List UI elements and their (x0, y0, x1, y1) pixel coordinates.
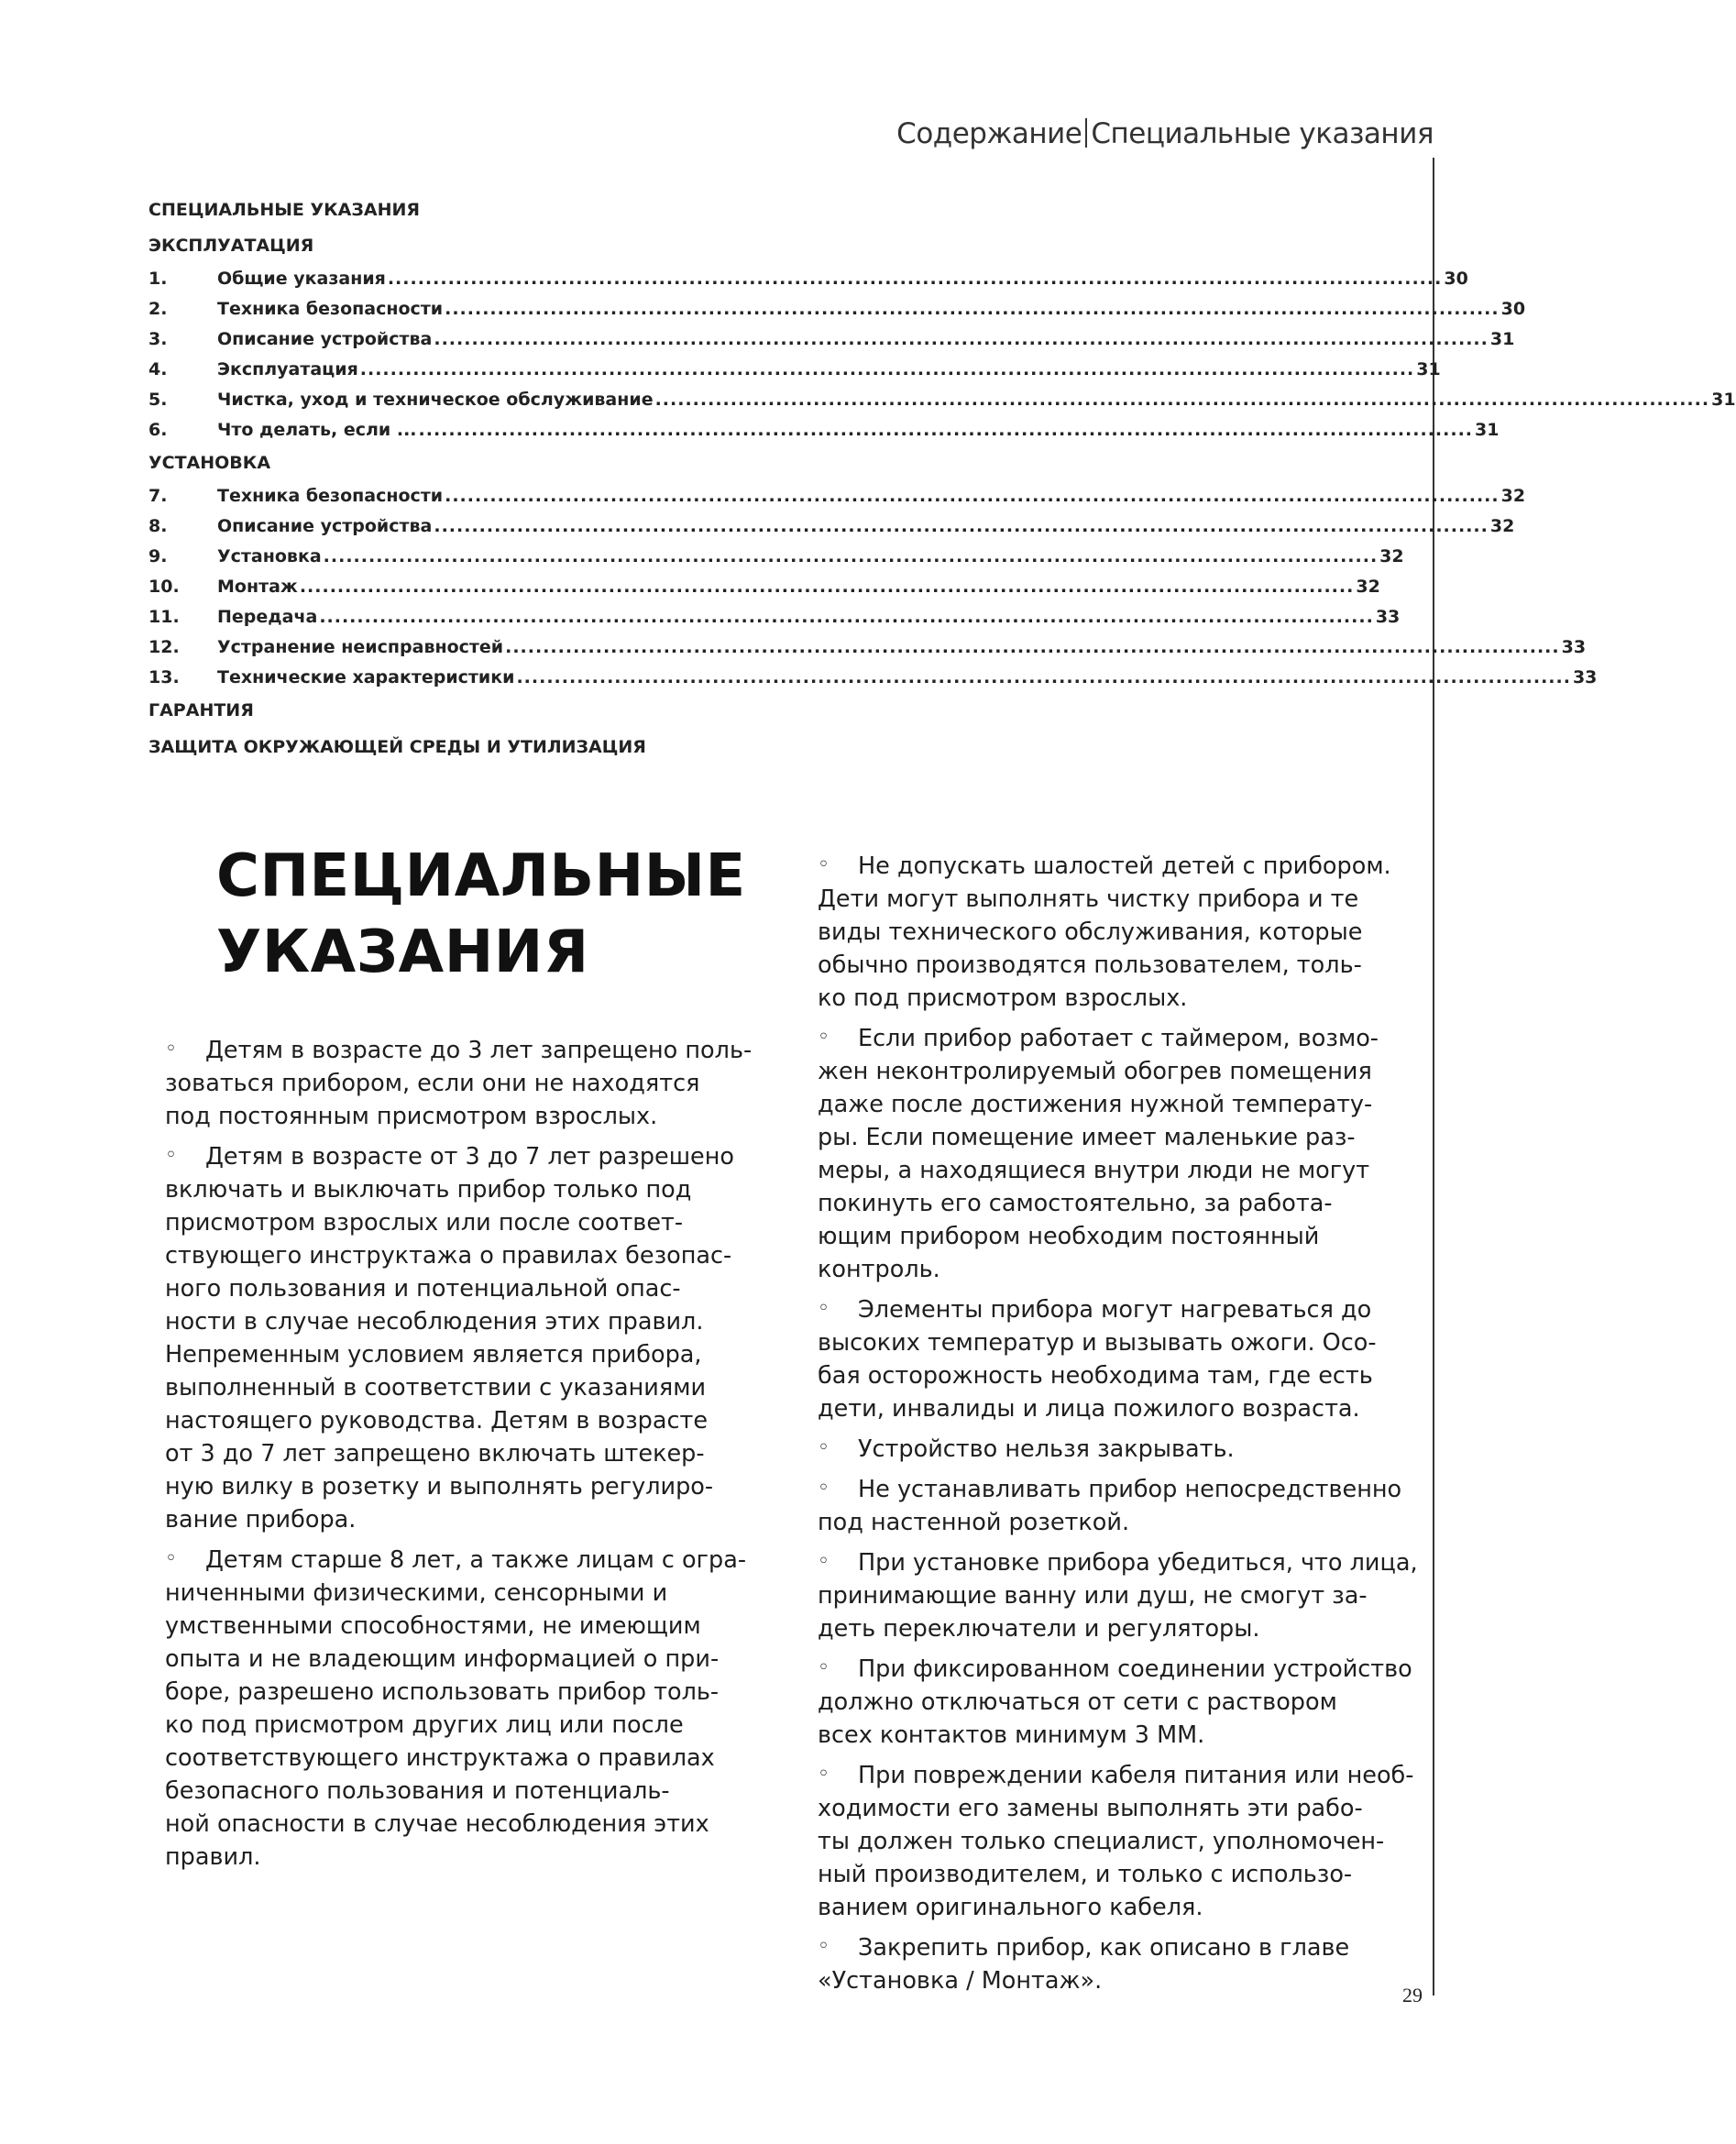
toc-entry[interactable] (148, 632, 1587, 663)
bullet-text-line: виды технического обслуживания, которые (818, 918, 1363, 946)
bullet-item (818, 1473, 1418, 1539)
toc-entry-title: Что делать, если ... (217, 420, 417, 440)
bullet-circle-icon: ◦ (165, 1038, 177, 1061)
toc-entry[interactable] (148, 294, 1526, 324)
bullet-text-line: При фиксированном соединении устройство (858, 1655, 1412, 1683)
bullet-item (818, 1546, 1418, 1645)
toc-entry[interactable] (148, 264, 1468, 294)
bullet-item (818, 1022, 1418, 1286)
bullet-text-line: ниченными физическими, сенсорными и (165, 1579, 668, 1607)
bullet-item (818, 1433, 1418, 1466)
toc-entry-page: 33 (1561, 637, 1587, 657)
toc-entry-title: Техника безопасности (217, 299, 444, 319)
bullet-text-line: принимающие ванну или душ, не смогут за- (818, 1582, 1368, 1610)
toc-entry-page: 32 (1379, 546, 1404, 566)
bullet-text-line: умственными способностями, не имеющим (165, 1612, 701, 1640)
toc-entry-title: Монтаж (217, 577, 298, 597)
bullet-text-line: меры, а находящиеся внутри люди не могут (818, 1157, 1370, 1184)
bullet-item (818, 1759, 1418, 1924)
toc-entry-title: Передача (217, 607, 318, 627)
toc-leader-dots: ............................................................................................................................................ (434, 516, 1489, 536)
right-column (818, 850, 1418, 2005)
bullet-circle-icon: ◦ (818, 1656, 830, 1679)
bullet-text-line: деть переключатели и регуляторы. (818, 1615, 1260, 1643)
page-title-line-2: УКАЗАНИЯ (216, 918, 589, 986)
toc-entry-title: Общие указания (217, 269, 386, 289)
bullet-text-line: При установке прибора убедиться, что лица, (858, 1549, 1418, 1577)
toc-leader-dots: ............................................................................................................................................ (445, 299, 1500, 319)
bullet-text-line: ко под присмотром взрослых. (818, 984, 1188, 1012)
toc-entry-title: Техника безопасности (217, 486, 444, 506)
toc-entry-page: 32 (1500, 486, 1526, 506)
bullet-text-line: безопасного пользования и потенциаль- (165, 1777, 670, 1805)
toc-entry-page: 33 (1375, 607, 1401, 627)
bullet-text-line: Закрепить прибор, как описано в главе (858, 1934, 1350, 1962)
toc-entry-number: 13. (148, 667, 180, 687)
bullet-item (818, 1293, 1418, 1425)
toc-entry-page: 31 (1475, 420, 1500, 440)
bullet-text-line: ко под присмотром других лиц или после (165, 1711, 684, 1739)
toc-operation-list (148, 264, 1736, 445)
bullet-text-line: покинуть его самостоятельно, за работа- (818, 1190, 1333, 1217)
toc-entry-number: 8. (148, 516, 168, 536)
toc-leader-dots: ............................................................................................................................................ (319, 607, 1374, 627)
toc-entry-title: Эксплуатация (217, 359, 358, 379)
toc-entry-number: 12. (148, 637, 180, 657)
toc-section-installation: УСТАНОВКА (148, 453, 271, 473)
toc-leader-dots: ............................................................................................................................................ (418, 420, 1474, 440)
bullet-text-line: «Установка / Монтаж». (818, 1967, 1103, 1995)
bullet-item (818, 850, 1418, 1015)
toc-leader-dots: ............................................................................................................................................ (445, 486, 1500, 506)
toc-entry[interactable] (148, 602, 1401, 632)
toc-leader-dots: ............................................................................................................................................ (387, 269, 1443, 289)
toc-entry-page: 33 (1572, 667, 1598, 687)
header-section: Специальные указания (1091, 117, 1434, 150)
bullet-text-line: должно отключаться от сети с раствором (818, 1688, 1337, 1716)
toc-section-warranty: ГАРАНТИЯ (148, 700, 254, 720)
header-contents: Содержание (896, 117, 1082, 150)
bullet-text-line: ванием оригинального кабеля. (818, 1894, 1203, 1921)
bullet-text-line: ный производителем, и только с использо- (818, 1861, 1353, 1888)
toc-entry-title: Описание устройства (217, 516, 433, 536)
toc-entry-page: 31 (1416, 359, 1441, 379)
toc-entry-number: 4. (148, 359, 168, 379)
bullet-text-line: настоящего руководства. Детям в возрасте (165, 1407, 709, 1435)
bullet-text-line: ного пользования и потенциальной опас- (165, 1275, 681, 1303)
bullet-circle-icon: ◦ (165, 1547, 177, 1570)
toc-entry-number: 6. (148, 420, 168, 440)
bullet-circle-icon: ◦ (818, 1297, 830, 1320)
bullet-circle-icon: ◦ (818, 1026, 830, 1049)
bullet-circle-icon: ◦ (818, 853, 830, 876)
toc-entry-number: 9. (148, 546, 168, 566)
toc-leader-dots: ............................................................................................................................................ (505, 637, 1560, 657)
bullet-circle-icon: ◦ (818, 1763, 830, 1786)
bullet-text-line: Детям в возрасте от 3 до 7 лет разрешено (205, 1143, 734, 1171)
toc-entry[interactable] (148, 481, 1526, 511)
toc-entry-number: 3. (148, 329, 168, 349)
bullet-text-line: дети, инвалиды и лица пожилого возраста. (818, 1395, 1360, 1423)
bullet-text-line: выполненный в соответствии с указаниями (165, 1374, 707, 1402)
bullet-text-line: ности в случае несоблюдения этих правил. (165, 1308, 704, 1336)
bullet-text-line: ствующего инструктажа о правилах безопас- (165, 1242, 732, 1270)
bullet-text-line: обычно производятся пользователем, толь- (818, 951, 1362, 979)
toc-entry-page: 30 (1444, 269, 1468, 289)
bullet-text-line: Непременным условием является прибора, (165, 1341, 702, 1369)
bullet-text-line: боре, разрешено использовать прибор толь- (165, 1678, 720, 1706)
toc-leader-dots: ............................................................................................................................................ (359, 359, 1415, 379)
toc-entry-number: 7. (148, 486, 168, 506)
toc-entry-number: 5. (148, 390, 168, 410)
header-separator (1085, 118, 1087, 148)
page-title (216, 839, 746, 991)
bullet-text-line: Детям в возрасте до 3 лет запрещено поль- (205, 1037, 753, 1064)
bullet-text-line: При повреждении кабеля питания или необ- (858, 1762, 1414, 1789)
toc-entry-number: 10. (148, 577, 180, 597)
toc-entry[interactable] (148, 415, 1500, 445)
toc-leader-dots: ............................................................................................................................................ (323, 546, 1379, 566)
bullet-text-line: Не допускать шалостей детей с прибором. (858, 852, 1391, 880)
toc-entry-page: 31 (1489, 329, 1515, 349)
bullet-text-line: ты должен только специалист, уполномочен- (818, 1828, 1385, 1855)
bullet-text-line: Детям старше 8 лет, а также лицам с огра- (205, 1546, 747, 1574)
bullet-item (165, 1140, 752, 1536)
toc-entry-number: 1. (148, 269, 168, 289)
bullet-circle-icon: ◦ (818, 1477, 830, 1500)
table-of-contents (148, 192, 1736, 766)
bullet-text-line: под постоянным присмотром взрослых. (165, 1103, 658, 1130)
bullet-item (165, 1544, 752, 1874)
toc-entry[interactable] (148, 511, 1515, 542)
running-header (896, 117, 1434, 150)
toc-entry-title: Установка (217, 546, 322, 566)
bullet-text-line: Не устанавливать прибор непосредственно (858, 1476, 1402, 1503)
left-column (165, 1034, 752, 1881)
bullet-text-line: вание прибора. (165, 1506, 357, 1534)
bullet-text-line: даже после достижения нужной температу- (818, 1091, 1373, 1118)
toc-entry-page: 32 (1489, 516, 1515, 536)
bullet-text-line: ющим прибором необходим постоянный (818, 1223, 1320, 1250)
bullet-text-line: под настенной розеткой. (818, 1509, 1130, 1536)
toc-entry[interactable] (148, 663, 1598, 693)
bullet-circle-icon: ◦ (818, 1935, 830, 1958)
toc-section-operation: ЭКСПЛУАТАЦИЯ (148, 236, 314, 256)
bullet-text-line: ры. Если помещение имеет маленькие раз- (818, 1124, 1356, 1151)
toc-entry-title: Устранение неисправностей (217, 637, 504, 657)
toc-installation-list (148, 481, 1598, 693)
page-title-line-1: СПЕЦИАЛЬНЫЕ (216, 842, 746, 910)
toc-section-environment: ЗАЩИТА ОКРУЖАЮЩЕЙ СРЕДЫ И УТИЛИЗАЦИЯ (148, 737, 646, 757)
toc-entry-title: Описание устройства (217, 329, 433, 349)
toc-entry-title: Технические характеристики (217, 667, 515, 687)
bullet-text-line: от 3 до 7 лет запрещено включать штекер- (165, 1440, 705, 1468)
bullet-text-line: опыта и не владеющим информацией о при- (165, 1645, 720, 1673)
bullet-text-line: высоких температур и вызывать ожоги. Осо- (818, 1329, 1377, 1357)
bullet-text-line: Элементы прибора могут нагреваться до (858, 1296, 1372, 1324)
toc-entry-page: 32 (1356, 577, 1380, 597)
bullet-item (165, 1034, 752, 1133)
bullet-circle-icon: ◦ (818, 1550, 830, 1573)
toc-leader-dots: ............................................................................................................................................ (516, 667, 1571, 687)
bullet-text-line: бая осторожность необходима там, где есть (818, 1362, 1373, 1390)
bullet-text-line: соответствующего инструктажа о правилах (165, 1744, 715, 1772)
toc-leader-dots: ............................................................................................................................................ (654, 390, 1710, 410)
toc-entry-number: 11. (148, 607, 180, 627)
bullet-text-line: ной опасности в случае несоблюдения этих (165, 1810, 709, 1838)
toc-leader-dots: ............................................................................................................................................ (299, 577, 1355, 597)
toc-leader-dots: ............................................................................................................................................ (434, 329, 1489, 349)
toc-entry[interactable] (148, 324, 1515, 355)
toc-entry[interactable] (148, 385, 1736, 415)
bullet-text-line: Устройство нельзя закрывать. (858, 1435, 1235, 1463)
toc-entry[interactable] (148, 355, 1441, 385)
bullet-item (818, 1653, 1418, 1752)
bullet-text-line: контроль. (818, 1256, 940, 1283)
bullet-text-line: всех контактов минимум 3 ММ. (818, 1721, 1205, 1749)
toc-entry[interactable] (148, 542, 1404, 572)
bullet-text-line: Дети могут выполнять чистку прибора и те (818, 885, 1359, 913)
bullet-text-line: Если прибор работает с таймером, возмо- (858, 1025, 1379, 1052)
bullet-text-line: зоваться прибором, если они не находятся (165, 1070, 700, 1097)
bullet-text-line: включать и выключать прибор только под (165, 1176, 692, 1204)
bullet-item (818, 1931, 1418, 1997)
bullet-text-line: ходимости его замены выполнять эти рабо- (818, 1795, 1363, 1822)
bullet-circle-icon: ◦ (165, 1144, 177, 1167)
bullet-circle-icon: ◦ (818, 1436, 830, 1459)
bullet-text-line: присмотром взрослых или после соответ- (165, 1209, 684, 1237)
toc-entry-page: 31 (1711, 390, 1736, 410)
bullet-text-line: жен неконтролируемый обогрев помещения (818, 1058, 1372, 1085)
toc-entry-page: 30 (1500, 299, 1526, 319)
toc-entry-number: 2. (148, 299, 168, 319)
toc-entry-title: Чистка, уход и техническое обслуживание (217, 390, 654, 410)
page-number: 29 (1402, 1984, 1423, 2007)
bullet-text-line: ную вилку в розетку и выполнять регулиро- (165, 1473, 714, 1501)
toc-section-special: СПЕЦИАЛЬНЫЕ УКАЗАНИЯ (148, 200, 421, 220)
toc-entry[interactable] (148, 572, 1380, 602)
bullet-text-line: правил. (165, 1843, 261, 1871)
